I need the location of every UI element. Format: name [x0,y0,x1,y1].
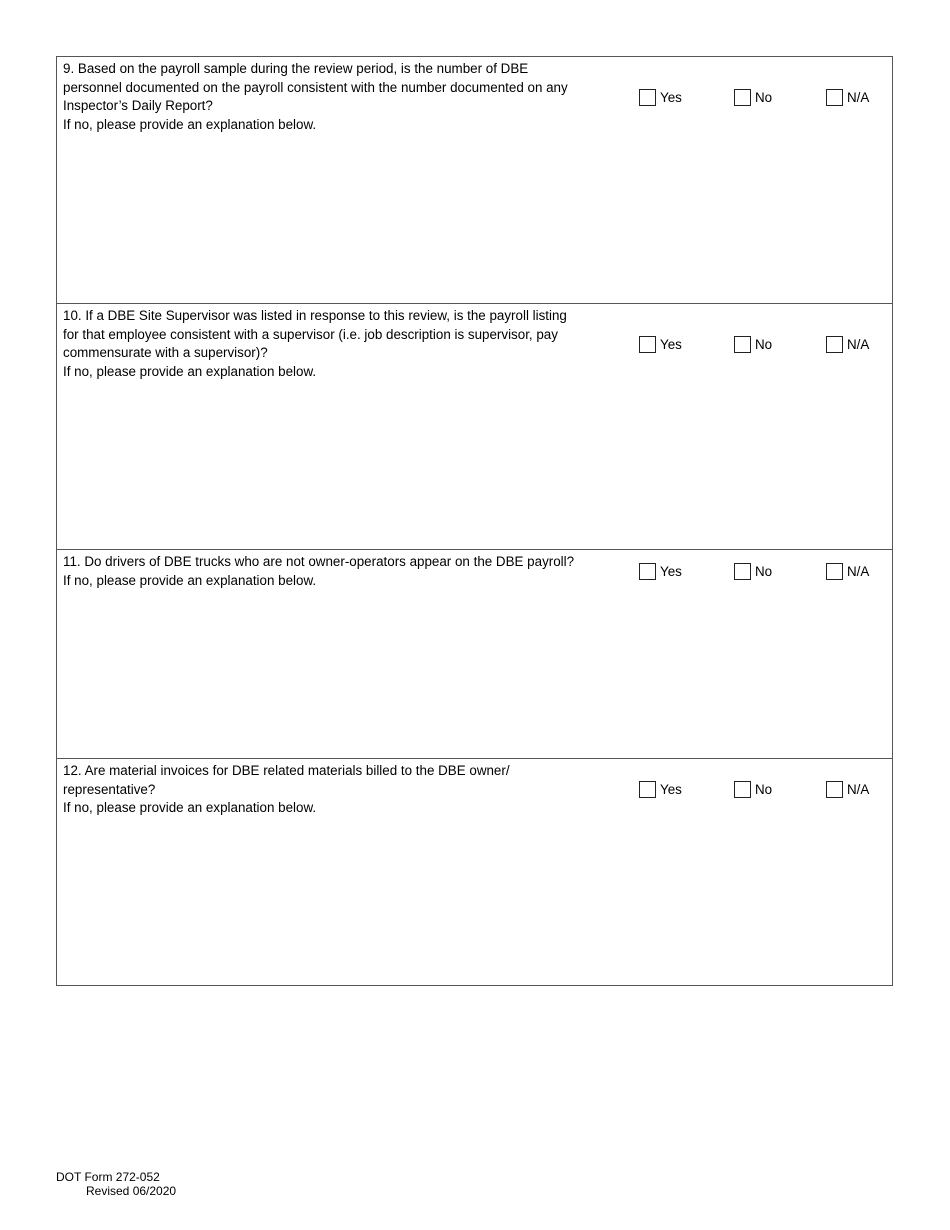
q9-na-checkbox[interactable] [826,89,869,106]
checkbox-label: No [755,782,773,797]
checkbox-box[interactable] [734,89,751,106]
question-line: If no, please provide an explanation below. [63,116,317,132]
checkbox-label: No [755,337,773,352]
q12-no-checkbox[interactable] [734,781,772,798]
q11-no-checkbox[interactable] [734,563,772,580]
checkbox-box[interactable] [826,336,843,353]
checkbox-label: Yes [660,564,682,579]
checkbox-label: N/A [847,90,870,105]
q12-yes-checkbox[interactable] [639,781,682,798]
checkbox-box[interactable] [734,336,751,353]
question-line: 9. Based on the payroll sample during the review period, is the number of DBE [63,61,529,76]
question-12-text [63,762,603,818]
q10-na-checkbox[interactable] [826,336,869,353]
checkbox-label: N/A [847,337,870,352]
revision-date: Revised 06/2020 [86,1184,177,1198]
q12-na-checkbox[interactable] [826,781,869,798]
question-line: representative? [63,781,156,797]
checkbox-box[interactable] [734,781,751,798]
checkbox-box[interactable] [826,563,843,580]
form-number: DOT Form 272-052 [56,1170,160,1184]
question-line: 11. Do drivers of DBE trucks who are not owner-operators appear on the DBE payroll? [63,554,575,569]
question-line: Inspector’s Daily Report? [63,98,213,113]
checkbox-label: Yes [660,90,682,105]
checkbox-label: N/A [847,564,870,579]
checkbox-box[interactable] [826,781,843,798]
question-11-text [63,553,603,590]
checkbox-box[interactable] [639,336,656,353]
question-line: If no, please provide an explanation below. [63,800,317,815]
checkbox-box[interactable] [734,563,751,580]
question-line: If no, please provide an explanation below. [63,572,317,588]
q10-yes-checkbox[interactable] [639,336,682,353]
question-line: personnel documented on the payroll consistent with the number documented on any [63,79,568,95]
question-line: 12. Are material invoices for DBE related materials billed to the DBE owner/ [63,763,510,778]
checkbox-label: No [755,90,773,105]
question-9-row [57,57,892,303]
question-line: If no, please provide an explanation below. [63,363,317,379]
q9-no-checkbox[interactable] [734,89,772,106]
question-line: for that employee consistent with a supervisor (i.e. job description is supervisor, pay [63,326,558,342]
q11-yes-checkbox[interactable] [639,563,682,580]
checkbox-label: N/A [847,782,870,797]
question-10-text [63,307,603,381]
checkbox-box[interactable] [826,89,843,106]
form-footer [56,1170,176,1198]
question-11-row [57,549,892,758]
checkbox-label: Yes [660,337,682,352]
questionnaire-table [56,56,893,986]
question-line: commensurate with a supervisor)? [63,345,268,360]
checkbox-box[interactable] [639,781,656,798]
question-line: 10. If a DBE Site Supervisor was listed in response to this review, is the payroll listing [63,308,567,323]
q11-na-checkbox[interactable] [826,563,869,580]
checkbox-box[interactable] [639,89,656,106]
question-9-text [63,60,603,134]
checkbox-label: Yes [660,782,682,797]
checkbox-label: No [755,564,773,579]
q10-no-checkbox[interactable] [734,336,772,353]
question-10-row [57,303,892,549]
q9-yes-checkbox[interactable] [639,89,682,106]
question-12-row [57,758,892,985]
checkbox-box[interactable] [639,563,656,580]
